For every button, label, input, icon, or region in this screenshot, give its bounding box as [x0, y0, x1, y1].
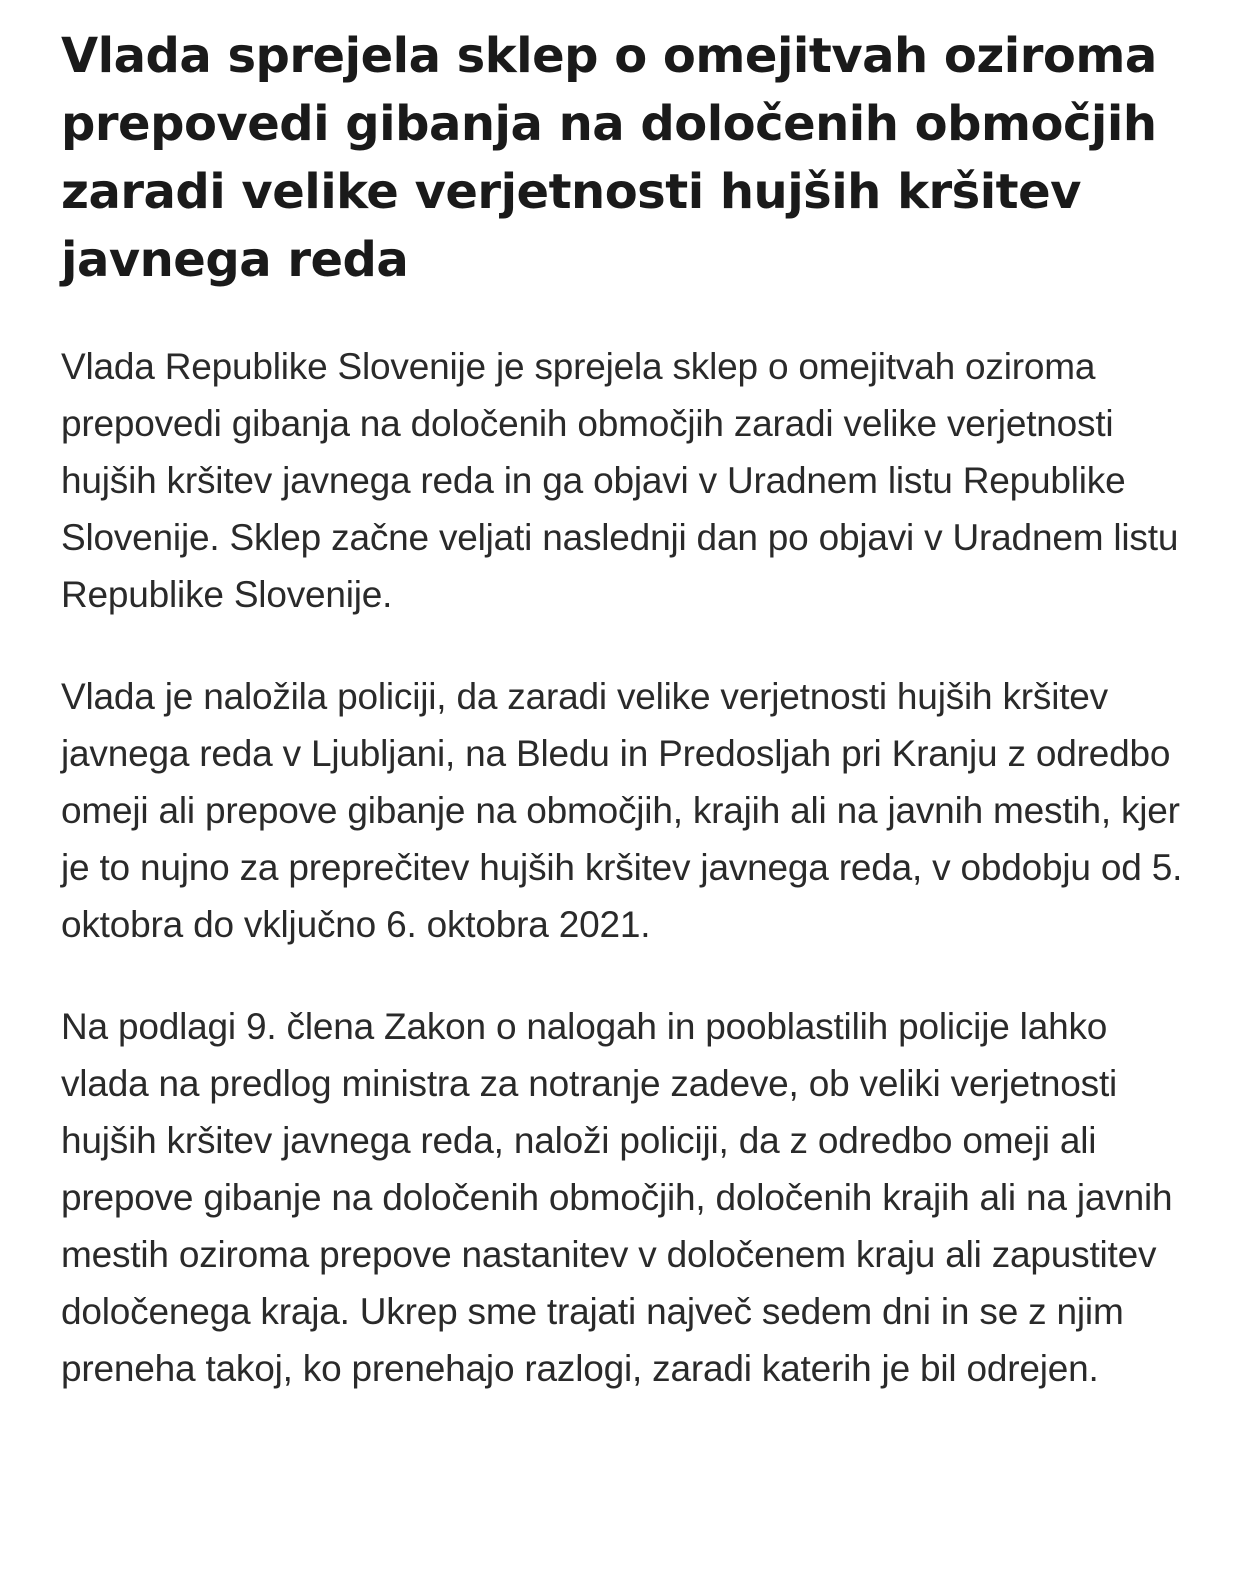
article-title: Vlada sprejela sklep o omejitvah oziroma prepovedi gibanja na določenih območjih zaradi velike verjetnosti hujših kršitev javnega reda [61, 28, 1157, 288]
article-paragraph: Vlada Republike Slovenije je sprejela sklep o omejitvah oziroma prepovedi gibanja na določenih območjih zaradi velike verjetnosti hujših kršitev javnega reda in ga objavi v Uradnem listu Republike Slovenije. Sklep začne veljati naslednji dan po objavi v Uradnem listu Republike Slovenije. [61, 346, 1179, 615]
article-paragraph: Na podlagi 9. člena Zakon o nalogah in pooblastilih policije lahko vlada na predlog ministra za notranje zadeve, ob veliki verjetnosti hujših kršitev javnega reda, naloži policiji, da z odredbo omeji ali prepove gibanje na določenih območjih, določenih krajih ali na javnih mestih oziroma prepove nastanitev v določenem kraju ali zapustitev določenega kraja. Ukrep sme trajati največ sedem dni in se z njim preneha takoj, ko prenehajo razlogi, zaradi katerih je bil odrejen. [61, 1006, 1173, 1389]
article-paragraph: Vlada je naložila policiji, da zaradi velike verjetnosti hujših kršitev javnega reda v Ljubljani, na Bledu in Predosljah pri Kranju z odredbo omeji ali prepove gibanje na območjih, krajih ali na javnih mestih, kjer je to nujno za preprečitev hujših kršitev javnega reda, v obdobju od 5. oktobra do vključno 6. oktobra 2021. [61, 676, 1183, 945]
article [61, 0, 1186, 1397]
